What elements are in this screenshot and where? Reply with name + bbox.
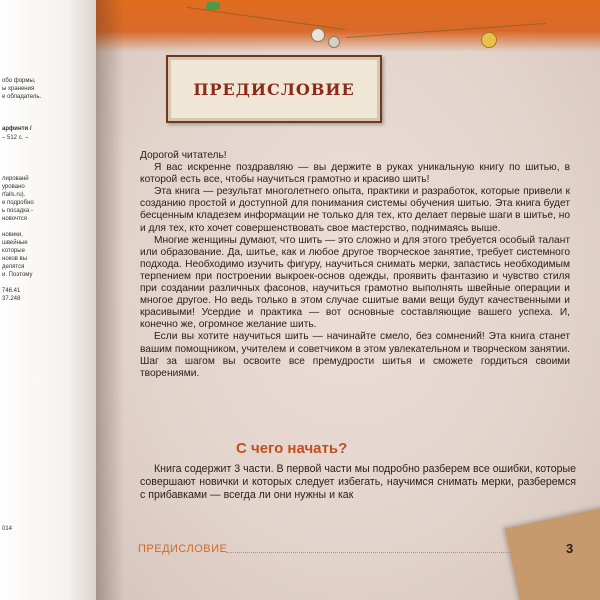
left-fragment: новики, [2,232,23,238]
spool-decoration-icon [481,32,497,48]
right-page [96,0,600,600]
decorative-top-band [96,0,600,52]
left-fragment: и. Поэтому [2,272,33,278]
left-fragment: rfalls.ru). [2,192,26,198]
left-fragment: которые [2,248,25,254]
paragraph: Многие женщины думают, что шить — это сложно и для этого требуется особый талант или образование. Да, шитье, как и любое другое творческое занятие, требует системного подхода. Необходимо изучить фигуру, научиться снимать мерки, запастись необходимым терпением при построении выкроек-основ одежды, проявить фантазию и чувство стиля при создании различных фасонов, научиться грамотно выполнять швейные операции и многое другое. Но ведь только в этом случае сшитые вами вещи будут качественными и красивыми! Усердие и практика — вот основные составляющие вашего успеха. И, конечно же, огромное желание шить. [140,234,570,331]
running-footer: ПРЕДИСЛОВИЕ [138,543,228,555]
section-text [140,463,576,502]
left-fragment: лированй [2,176,29,182]
left-fragment: е обладатель. [2,94,42,100]
left-fragment: 746.41 [2,288,21,294]
left-fragment: ноков вы [2,256,28,262]
left-fragment: – 512 с. – [2,135,29,141]
button-decoration-icon [328,36,340,48]
heading-plaque [166,55,382,123]
left-fragment: ь посадка - [2,208,33,214]
paragraph: Если вы хотите научиться шить — начинайте смело, без сомнений! Эта книга станет вашим помощником, учителем и советчиком в этом увлекательном и творческом занятии. Шаг за шагом вы освоите все премудрости шитья и сможете гордиться своими творениями. [140,331,570,379]
button-decoration-icon [311,28,325,42]
left-fragment: обо формы, [2,78,36,84]
paragraph: Дорогой читатель! [140,150,227,161]
main-text [140,150,570,380]
paragraph: Я вас искренне поздравляю — вы держите в руках уникальную книгу по шитью, в которой есть все, чтобы научиться грамотно и красиво шить! [140,162,570,186]
paragraph: Книга содержит 3 части. В первой части мы подробно разберем все ошибки, которые совершают новички и которых следует избегать, научимся снимать мерки, разберемся с прибавками — всегда ли они нужны и как [140,463,576,501]
left-fragment: арфинти / [2,126,32,132]
left-fragment: швейные [2,240,28,246]
page-title: ПРЕДИСЛОВИЕ [193,79,355,99]
left-fragment: 37.248 [2,296,21,302]
left-fragment: делятся [2,264,25,270]
section-heading: С чего начать? [236,440,348,457]
thread-spool-icon [206,2,220,10]
left-fragment: е подробно [2,200,34,206]
page-number: 3 [566,541,574,556]
paragraph: Эта книга — результат многолетнего опыта, практики и разработок, которые привели к созданию простой и доступной для понимания системы обучения шитью. Эта книга будет бесценным кладезем информации не только для тех, кто делает первые шаги в шитье, но и для тех, кто хочет совершенствовать свое мастерство, поднимаясь выше. [140,186,570,234]
left-fragment: новочтся [2,216,28,222]
left-fragment: уровано [2,184,25,190]
gutter-shadow [96,0,124,600]
left-fragment: 014 [2,526,13,532]
left-fragment: ы хранения [2,86,35,92]
left-page-fragment [0,0,98,600]
footer-divider [226,552,526,553]
